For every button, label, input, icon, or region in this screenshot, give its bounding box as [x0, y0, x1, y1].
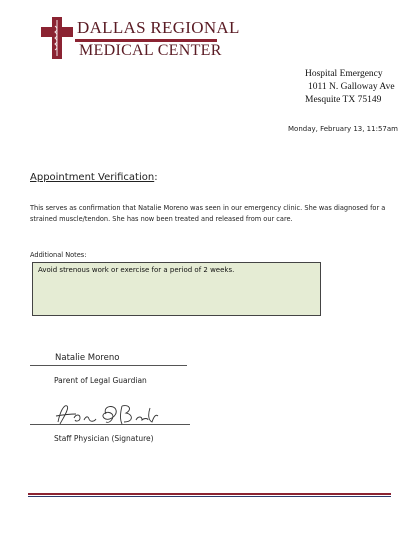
guardian-signature-line [30, 365, 187, 366]
address-line2: 1011 N. Galloway Ave [308, 82, 395, 92]
guardian-role-label: Parent of Legal Guardian [54, 376, 147, 385]
staff-snake-icon [54, 20, 60, 56]
confirmation-paragraph: This serves as confirmation that Natalie Moreno was seen in our emergency clinic. She was diagnosed for a strained muscle/tendon. She has now been treated and released from our care. [30, 204, 386, 223]
hospital-address [305, 68, 395, 107]
document-title-text: Appointment Verification [30, 172, 155, 183]
address-line1: Hospital Emergency [305, 69, 383, 79]
physician-role-label: Staff Physician (Signature) [54, 434, 154, 443]
additional-notes-box: Avoid strenous work or exercise for a period of 2 weeks. [32, 262, 321, 316]
footer-rule-red [28, 493, 391, 495]
logo-text-line2: MEDICAL CENTER [79, 42, 222, 59]
hospital-logo [41, 17, 240, 59]
physician-signature [40, 400, 170, 432]
medical-cross-icon [41, 17, 73, 59]
document-title-colon: : [154, 172, 158, 183]
address-line3: Mesquite TX 75149 [305, 95, 382, 105]
notes-label: Additional Notes: [30, 251, 87, 259]
visit-date: Monday, February 13, 11:57am [288, 125, 398, 133]
guardian-name: Natalie Moreno [55, 353, 120, 363]
document-title [30, 172, 158, 183]
physician-signature-line [30, 424, 190, 425]
footer-rule-blue [28, 496, 391, 497]
logo-text-line1: DALLAS REGIONAL [77, 18, 240, 37]
